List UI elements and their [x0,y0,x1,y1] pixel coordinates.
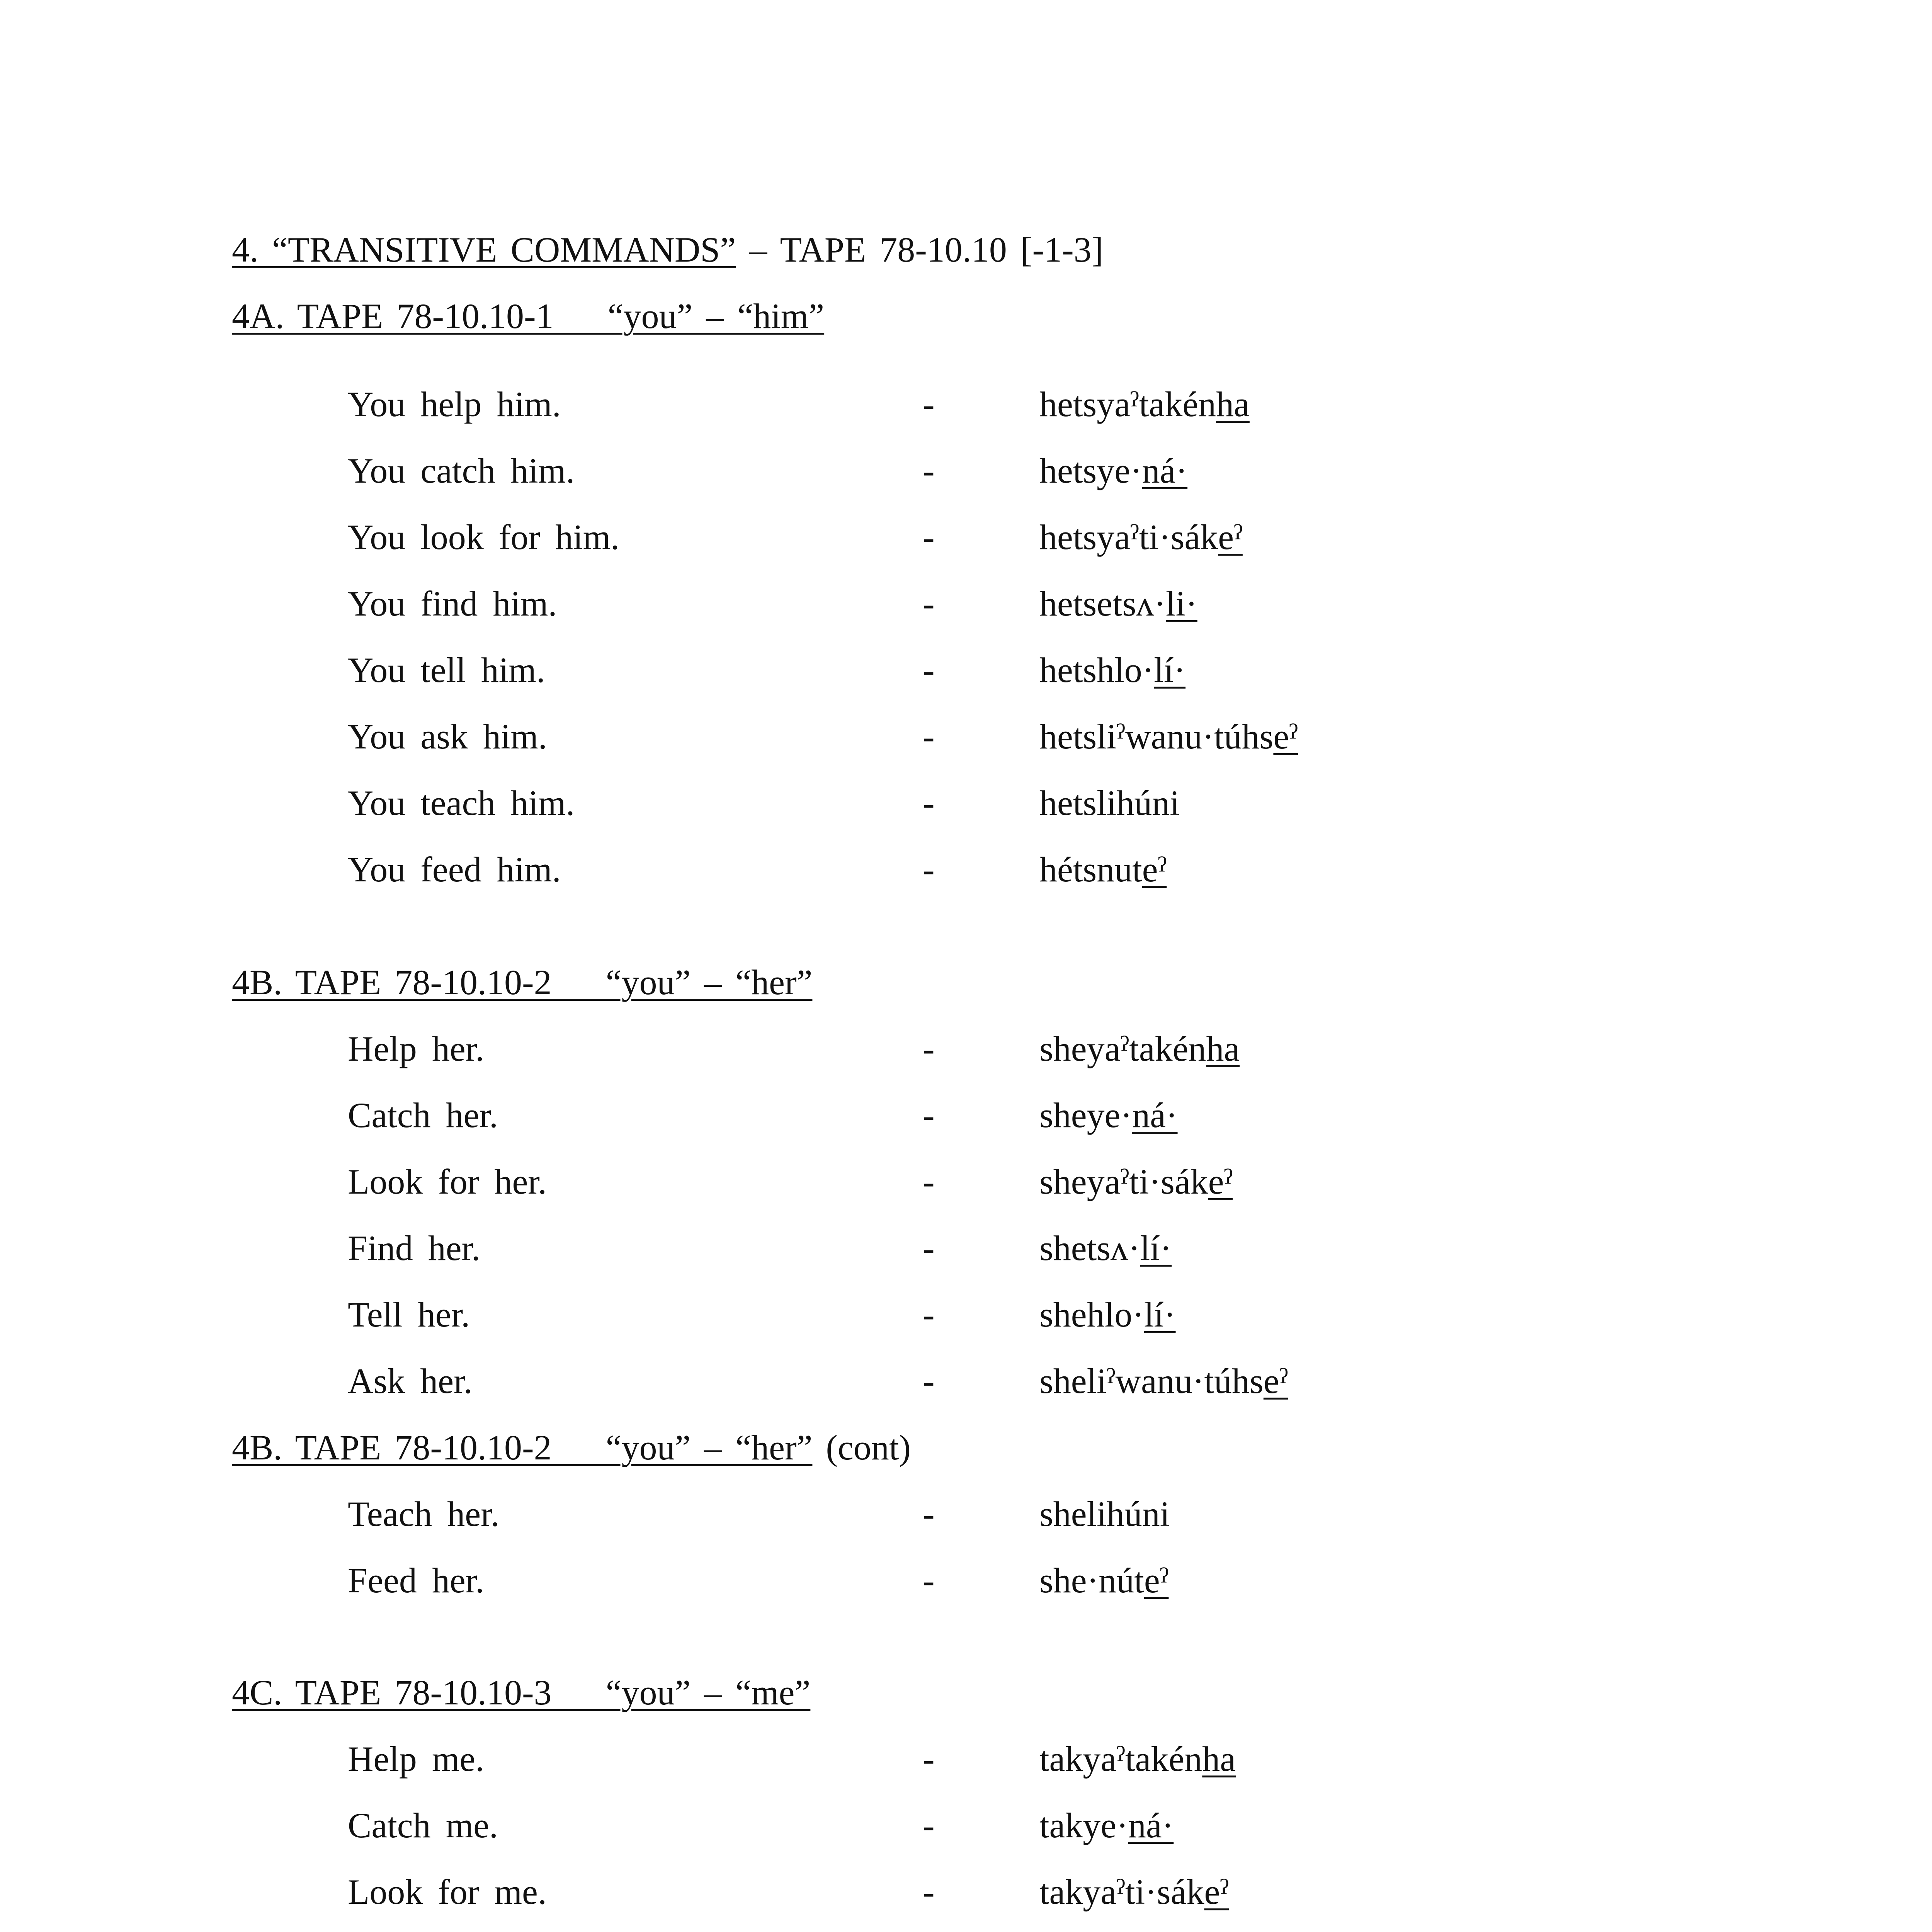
english-phrase: You help him. [348,384,561,424]
native-phrase: takyaˀtakénha [1039,1739,1236,1779]
row-dash: - [923,1806,935,1845]
native-phrase: she·núteˀ [1039,1561,1169,1600]
row-dash: - [923,650,935,690]
native-phrase: hetshlo·lí· [1039,650,1186,690]
english-phrase: Feed her. [348,1561,485,1600]
row-dash: - [923,1494,935,1534]
native-phrase: sheyaˀti·sákeˀ [1039,1162,1233,1201]
row-dash: - [923,1029,935,1068]
english-phrase: Help me. [348,1739,485,1779]
native-phrase: hetsliˀwanu·túhseˀ [1039,717,1298,756]
section-heading-4b-cont: 4B. TAPE 78-10.10-2 “you” – “her” (cont) [232,1428,911,1467]
english-phrase: You look for him. [348,517,620,557]
english-phrase: Catch me. [348,1806,498,1845]
row-dash: - [923,783,935,823]
page-title-main: 4. “TRANSITIVE COMMANDS” [232,230,736,269]
native-phrase: hétsnuteˀ [1039,850,1167,889]
native-phrase: hetsye·ná· [1039,451,1188,490]
row-dash: - [923,451,935,490]
row-dash: - [923,517,935,557]
row-dash: - [923,384,935,424]
english-phrase: You catch him. [348,451,575,490]
native-phrase: shehlo·lí· [1039,1295,1176,1334]
row-dash: - [923,717,935,756]
row-dash: - [923,850,935,889]
native-phrase: shetsʌ·lí· [1039,1228,1172,1268]
row-dash: - [923,1228,935,1268]
english-phrase: Help her. [348,1029,485,1068]
english-phrase: Catch her. [348,1095,498,1135]
section-heading-4b: 4B. TAPE 78-10.10-2 “you” – “her” [232,963,813,1002]
section-heading-4c: 4C. TAPE 78-10.10-3 “you” – “me” [232,1673,811,1712]
native-phrase: hetsyaˀtakénha [1039,384,1250,424]
english-phrase: You teach him. [348,783,575,823]
section-heading-4a: 4A. TAPE 78-10.10-1 “you” – “him” [232,296,825,336]
continued-label: (cont) [812,1428,911,1467]
row-dash: - [923,1561,935,1600]
english-phrase: Look for her. [348,1162,547,1201]
english-phrase: You feed him. [348,850,561,889]
english-phrase: Tell her. [348,1295,470,1334]
native-phrase: sheliˀwanu·túhseˀ [1039,1361,1288,1401]
native-phrase: hetslihúni [1039,783,1180,823]
english-phrase: You tell him. [348,650,545,690]
row-dash: - [923,1095,935,1135]
english-phrase: Look for me. [348,1872,547,1912]
native-phrase: shelihúni [1039,1494,1170,1534]
english-phrase: Find her. [348,1228,481,1268]
native-phrase: takye·ná· [1039,1806,1174,1845]
page-title-rest: – TAPE 78-10.10 [-1-3] [736,230,1104,269]
english-phrase: Teach her. [348,1494,500,1534]
row-dash: - [923,1872,935,1912]
english-phrase: Ask her. [348,1361,473,1401]
row-dash: - [923,1361,935,1401]
english-phrase: You ask him. [348,717,547,756]
native-phrase: sheye·ná· [1039,1095,1178,1135]
page-title [232,232,1103,267]
native-phrase: hetsyaˀti·sákeˀ [1039,517,1243,557]
row-dash: - [923,1739,935,1779]
row-dash: - [923,584,935,623]
native-phrase: takyaˀti·sákeˀ [1039,1872,1229,1912]
native-phrase: hetsetsʌ·li· [1039,584,1197,623]
native-phrase: sheyaˀtakénha [1039,1029,1240,1068]
row-dash: - [923,1162,935,1201]
english-phrase: You find him. [348,584,557,623]
row-dash: - [923,1295,935,1334]
